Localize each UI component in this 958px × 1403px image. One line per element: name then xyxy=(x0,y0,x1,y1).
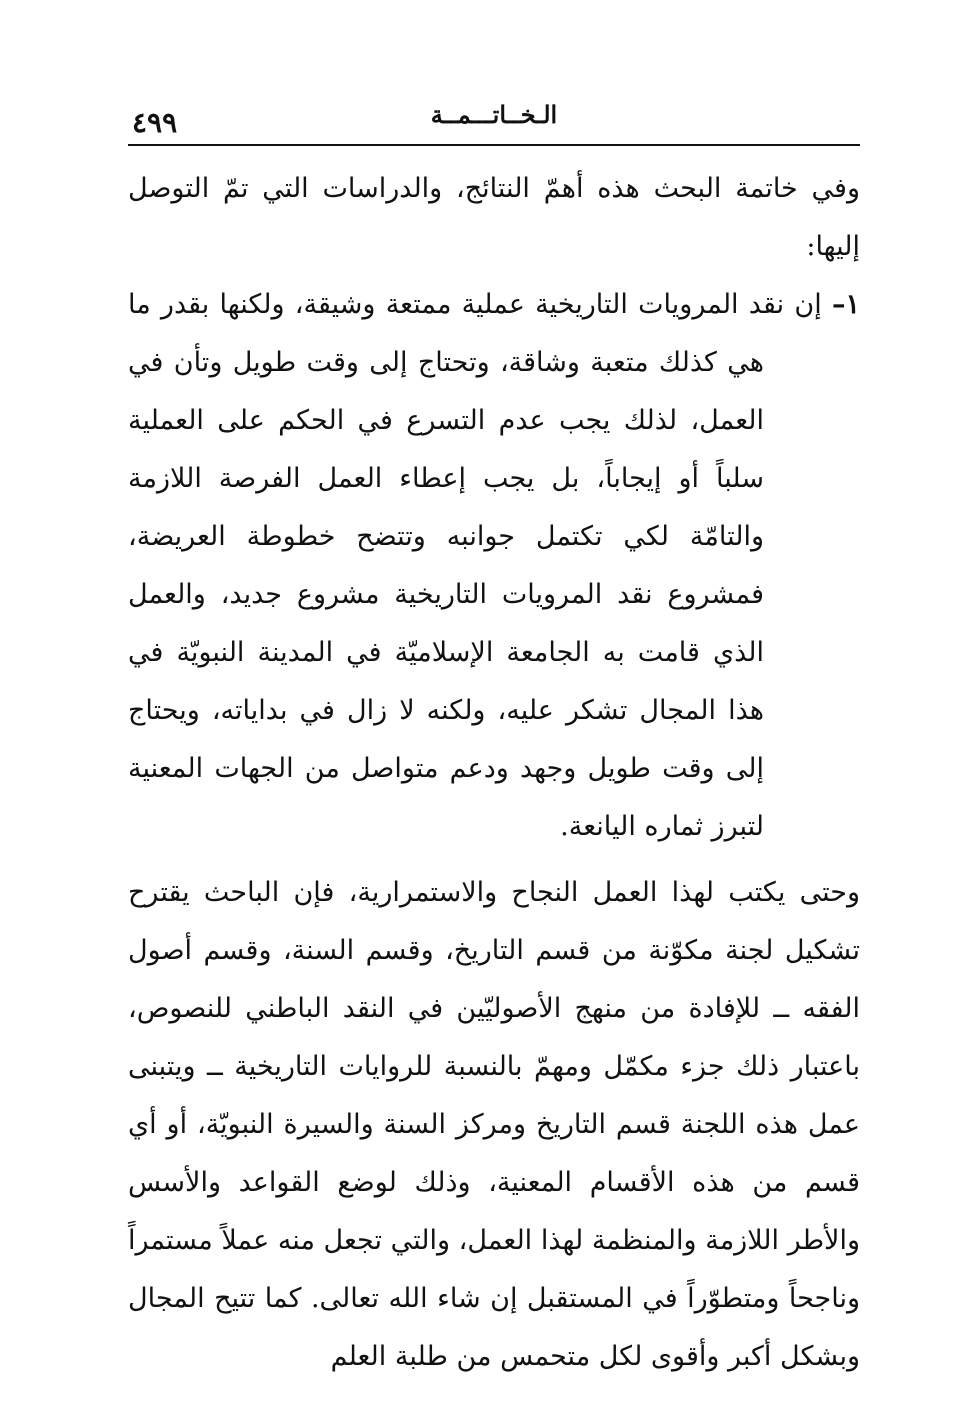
body-paragraph: وحتى يكتب لهذا العمل النجاح والاستمرارية، فإن الباحث يقترح تشكيل لجنة مكوّنة من قسم التاريخ، وقسم السنة، وقسم أصول الفقه ــ للإفادة من منهج الأصوليّين في النقد الباطني للنصوص، باعتبار ذلك جزء مكمّل ومهمّ بالنسبة للروايات التاريخية ــ ويتبنى عمل هذه اللجنة قسم التاريخ ومركز السنة والسيرة النبويّة، أو أي قسم من هذه الأقسام المعنية، وذلك لوضع القواعد والأسس والأطر اللازمة والمنظمة لهذا العمل، والتي تجعل منه عملاً مستمراً وناجحاً ومتطوّراً في المستقبل إن شاء الله تعالى. كما تتيح المجال وبشكل أكبر وأقوى لكل متحمس من طلبة العلم xyxy=(128,877,860,1372)
page-body xyxy=(128,160,860,1386)
list-item-number: ١– xyxy=(831,289,860,320)
list-item xyxy=(128,276,860,856)
page-number: ٤٩٩ xyxy=(132,106,178,139)
page-header xyxy=(128,96,860,146)
intro-paragraph: وفي خاتمة البحث هذه أهمّ النتائج، والدراسات التي تمّ التوصل إليها: xyxy=(128,173,860,262)
header-rule xyxy=(128,144,860,146)
running-head: الـخــاتـــمــة xyxy=(430,100,558,129)
list-item-text: إن نقد المرويات التاريخية عملية ممتعة وشيقة، ولكنها بقدر ما هي كذلك متعبة وشاقة، وتحتاج إلى وقت طويل وتأن في العمل، لذلك يجب عدم التسرع في الحكم على العملية سلباً أو إيجاباً، بل يجب إعطاء العمل الفرصة اللازمة والتامّة لكي تكتمل جوانبه وتتضح خطوطة العريضة، فمشروع نقد المرويات التاريخية مشروع جديد، والعمل الذي قامت به الجامعة الإسلاميّة في المدينة النبويّة في هذا المجال تشكر عليه، ولكنه لا زال في بداياته، ويحتاج إلى وقت طويل وجهد ودعم متواصل من الجهات المعنية لتبرز ثماره اليانعة. xyxy=(128,289,822,842)
